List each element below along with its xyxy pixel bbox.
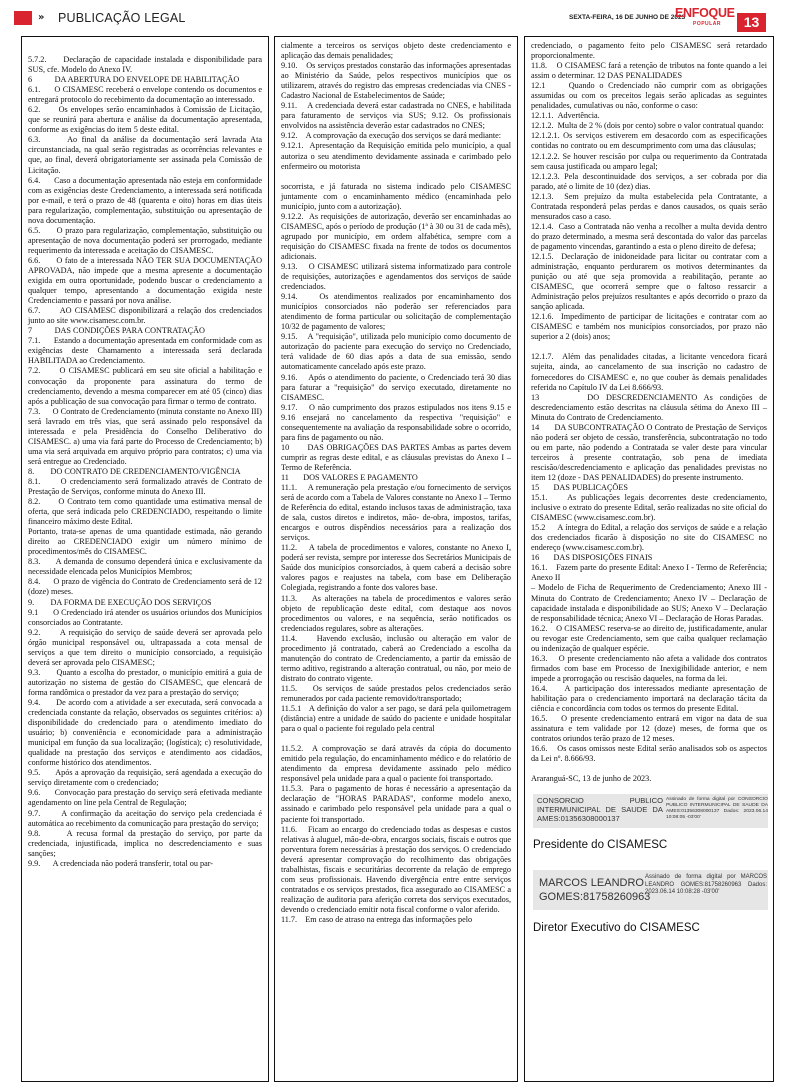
paragraph: 12.1.2.3. Pela descontinuidade dos serviços, a ser cobrada por dia parado, até o limite de 10 (dez) dias. [531, 171, 767, 191]
paragraph: 16.2. O CISAMESC reserva-se ao direito de, justificadamente, anular ou revogar este Credenciamento, sem que caiba qualquer reclamação ou indenização de qualquer espécie. [531, 623, 767, 653]
paragraph: 12.1.4. Caso a Contratada não venha a recolher a multa devida dentro do prazo determinado, a mesma será descontada do valor das parcelas de pagamento vincendas, garantindo a esta o pleno direito de defesa; [531, 221, 767, 251]
paragraph: 8.4. O prazo de vigência do Contrato de Credenciamento será de 12 (doze) meses. [28, 577, 262, 597]
paragraph: Araranguá-SC, 13 de junho de 2023. [531, 774, 652, 784]
paragraph: 9.10. Os serviços prestados constarão das informações apresentadas ao Ministério da Saúde, pelos respectivos municípios que os utilizarem, através do registro das empresas credenciadas via CNES - Cadastro Nacional de Estabelecimentos de Saúde; [281, 61, 511, 101]
paragraph: 16 DAS DISPOSIÇÕES FINAIS [531, 553, 653, 563]
paragraph: – Modelo de Ficha de Requerimento de Credenciamento; Anexo III - Minuta do Contrato de Credenciamento; Anexo IV – Declaração de capacidade instalada e disponibilidade ao SUS; Anexo V – Declaração de responsabilidade técnica; Anexo VI – Declaração de Horas Paradas. [531, 583, 767, 623]
paragraph: 11.3. As alterações na tabela de procedimentos e valores serão objeto de republicação deste edital, com destaque aos novos procedimentos ou valores, e na sequência, serão notificados os credenciados regulares, sobre as alterações. [281, 593, 511, 633]
newspaper-logo [675, 6, 735, 30]
paragraph: 9.12.2. As requisições de autorização, deverão ser encaminhadas ao CISAMESC, após o período de produção (1ª à 30 ou 31 de cada mês), agrupado por município, em ordem alfabética, sempre com a requisição do CISAMESC fixada na frente de todos os documentos adicionais. [281, 211, 511, 261]
section-title: PUBLICAÇÃO LEGAL [58, 11, 186, 25]
paragraph: 9. DA FORMA DE EXECUÇÃO DOS SERVIÇOS [28, 597, 212, 607]
paragraph: 11.5. Os serviços de saúde prestados pelos credenciados serão remunerados por cada paciente removido/transportado; [281, 683, 511, 703]
paragraph: 9.3. Quanto a escolha do prestador, o município emitirá a guia de autorização no sistema de gestão do CISAMESC, que elencará de forma randômica o prestador da vez para a prestação do serviço; [28, 667, 262, 697]
paragraph: 7.3. O Contrato de Credenciamento (minuta constante no Anexo III) será lavrado em três vias, que será assinado pelo responsável da interessada e pela Presidência do Conselho Deliberativo do CISAMESC. a) uma via fará parte do Processo de Credenciamento; b) uma via será arquivada em arquivo próprio para contratos; c) uma via será entregue ao Credenciado. [28, 406, 262, 466]
paragraph: 5.7.2. Declaração de capacidade instalada e disponibilidade para SUS, cfe. Modelo do Anexo IV. [28, 55, 262, 75]
paragraph: 9.9. A credenciada não poderá transferir, total ou par- [28, 858, 214, 868]
paragraph: 11.6. Ficam ao encargo do credenciado todas as despesas e custos relativas à aluguel, mão-de-obra, encargos sociais, fiscais e outros que porventura forem necessárias à prestação dos serviços. O credenciado deverá apresentar comprovação do recolhimento das obrigações trabalhistas, fiscais e securitárias decorrente da relação de emprego com seus profissionais. Havendo divergência entre entre serviços contratados e os serviços prestados, fica assegurado ao CISAMESC a realização de auditoria para aferição correta dos serviços executados, devendo o credenciado emitir nota fiscal conforme o valor aferido. [281, 824, 511, 914]
paragraph: 9.8. A recusa formal da prestação do serviço, por parte da credenciada, injustificada, implica no descredenciamento e suas sanções; [28, 828, 262, 858]
paragraph: 12.1 Quando o Credenciado não cumprir com as obrigações assumidas ou com os preceitos legais serão aplicadas as seguintes penalidades, cumulativas ou não, conforme o caso: [531, 81, 767, 111]
paragraph: 7.2. O CISAMESC publicará em seu site oficial a habilitação e convocação da proponente para assinatura do termo de credenciamento, devendo a mesma comparecer em até 05 (cinco) dias após a publicação de sua convocação para firmar o termo de contrato. [28, 366, 262, 406]
paragraph: 8.1. O credenciamento será formalizado através de Contrato de Prestação de Serviços, conforme minuta do Anexo III. [28, 476, 262, 497]
paragraph: cialmente a terceiros os serviços objeto deste credenciamento e aplicação das demais penalidades; [281, 41, 511, 61]
page-header [0, 0, 794, 34]
paragraph: 12.1.3. Sem prejuízo da multa estabelecida pela Contratante, a Contratada responderá pelas perdas e danos causados, os quais serão mensurados caso a caso. [531, 191, 767, 221]
paragraph: 12.1.2.2. Se houver rescisão por culpa ou requerimento da Contratada sem causa justificada ou amparo legal; [531, 151, 767, 171]
paragraph: 6.5. O prazo para regularização, complementação, substituição ou apresentação de nova documentação poderá ser prorrogado, mediante requerimento da interessada e aceitação do CISAMESC. [28, 225, 262, 255]
paragraph: 13 DO DESCREDENCIAMENTO As condições de descredenciamento estão descritas na cláusula sétima do Anexo III – Minuta do Contrato de Credenciamento. [531, 392, 767, 422]
signature-details-director: Assinado de forma digital por MARCOS LEANDRO GOMES:81758260963 Dados: 2023.06.14 10:08:28 -03'00' [645, 874, 767, 896]
paragraph: 15.2 A íntegra do Edital, a relação dos serviços de saúde e a relação dos credenciados ficarão à disposição no site do CISAMESC no endereço (www.cisamesc.com.br). [531, 523, 767, 553]
paragraph: 9.4. De acordo com a atividade a ser executada, será convocada a credenciada constante da relação, observados os seguintes critérios: a) disponibilidade do credenciado para o atendimento imediato do usuário; b) conveniência e economicidade para a administração municipal em função da sua localização; (logística); c) resolutividade, qualidade na prestação dos serviços e atendimento aos cidadãos, conforme histórico dos atendimentos. [28, 698, 262, 768]
paragraph: 16.5. O presente credenciamento entrará em vigor na data de sua assinatura e tem validade por 12 (doze) meses, de forma que os contratos oriundos terão prazo de 12 meses. [531, 714, 767, 744]
paragraph: 6.6. O fato de a interessada NÃO TER SUA DOCUMENTAÇÃO APROVADA, não impede que a mesma apresente a documentação exigida em outra oportunidade, podendo buscar o credenciamento a qualquer tempo, apresentando a documentação exigida neste Credenciamento e passará por nova análise. [28, 255, 262, 306]
paragraph: 12.1.2.1. Os serviços estiverem em desacordo com as especificações contidas no contrato ou em descumprimento com uma das cláusulas; [531, 131, 767, 151]
signature-details-consortium: Assinado de forma digital por CONSORCIO PUBLICO INTERMUNICIPAL DE SAUDE DA AMES:01356308000137 Dados: 2023.06.14 10:08:05 -03'00' [666, 797, 768, 821]
paragraph: 9.12.1. Apresentação da Requisição emitida pelo município, a qual autoriza o seu atendimento devidamente assinada e carimbado pelo enfermeiro ou motorista [281, 141, 511, 171]
paragraph: 11.5.3. Para o pagamento de horas é necessário a apresentação da declaração de "HORAS PARADAS", conforme modelo anexo, assinado e carimbado pelo responsável pela unidade para a qual o paciente foi transportado. [281, 784, 511, 824]
paragraph: 9.16. Após o atendimento do paciente, o Credenciado terá 30 dias para faturar a "requisição" do serviço executado, diretamente no CISAMESC. [281, 372, 511, 402]
paragraph: 15.1. As publicações legais decorrentes deste credenciamento, inclusive o extrato do presente Edital, serão realizadas no site oficial do CISAMESC (www.cisamesc.com.br). [531, 493, 767, 523]
paragraph: 11.2. A tabela de procedimentos e valores, constante no Anexo I, poderá ser revista, sempre por interesse dos Secretários Municipais de Saúde dos municípios consorciados, à quem caberá a decisão sobre valores pagos e reajustes na tabela, com base em Deliberação Colegiada, registrando a fonte dos valores base. [281, 543, 511, 593]
signature-block [531, 792, 767, 960]
digital-signature-consortium [533, 794, 768, 828]
paragraph: Portanto, trata-se apenas de uma quantidade estimada, não gerando direito ao CREDENCIADO exigir um número mínimo de procedimentos/mês do CISAMESC. [28, 527, 262, 557]
paragraph: 10 DAS OBRIGAÇÕES DAS PARTES Ambas as partes devem cumprir as regras deste edital, e as cláusulas previstas do Anexo I – Termo de Referência. [281, 442, 511, 472]
paragraph: 9.1 O Credenciado irá atender os usuários oriundos dos Municípios consorciados ao Contratante. [28, 607, 262, 627]
paragraph: 15 DAS PUBLICAÇÕES [531, 483, 628, 493]
paragraph: 9.13. O CISAMESC utilizará sistema informatizado para controle de requisições, autorizações e agendamentos dos serviços de saúde credenciados. [281, 261, 511, 292]
paragraph: 12.1.7. Além das penalidades citadas, a licitante vencedora ficará sujeita, ainda, ao cancelamento de sua inscrição no cadastro de fornecedores do CISAMESC e, no que couber às demais penalidades referida no Capítulo IV da Lei 8.666/93. [531, 352, 767, 392]
paragraph: 12.1.2. Multa de 2 % (dois por cento) sobre o valor contratual quando: [531, 121, 764, 131]
paragraph: 9.15. A "requisição", utilizada pelo município como documento de autorização do paciente para execução do serviço no Credenciado, terá validade de 60 dias após a data de sua emissão, sendo automaticamente cancelado após este prazo. [281, 332, 511, 372]
paragraph: 8.3. A demanda de consumo dependerá única e exclusivamente da necessidade elencada pelos Municípios Membros; [28, 557, 262, 577]
logo-main-text: ENFOQUE [675, 6, 735, 20]
paragraph: 8.2. O Contrato tem como quantidade uma estimativa mensal de oferta, que será indicada pelo CREDENCIADO, respeitando o limite financeiro máximo deste Edital. [28, 497, 262, 527]
signer-title-director: Diretor Executivo do CISAMESC [533, 922, 700, 935]
paragraph: 9.17. O não cumprimento dos prazos estipulados nos itens 9.15 e 9.16 ensejará no cancelamento da respectiva "requisição" e consequentemente na avaliação da responsabilidade sobre o ocorrido, para fins de pagamento ou não. [281, 402, 511, 442]
paragraph: 16.6. Os casos omissos neste Edital serão analisados sob os aspectos da Lei nº. 8.666/93. [531, 744, 767, 764]
column-right [524, 36, 774, 1082]
paragraph: 16.1. Fazem parte do presente Edital: Anexo I - Termo de Referência; Anexo II [531, 563, 767, 583]
paragraph: 9.12. A comprovação da execução dos serviços se dará mediante: [281, 131, 502, 141]
paragraph: 6.2. Os envelopes serão encaminhados à Comissão de Licitação, que se reunirá para abertura e análise da documentação apresentada, conforme as exigências do item 5 deste edital. [28, 105, 262, 135]
column-middle [274, 36, 518, 1082]
paragraph: 9.5. Após a aprovação da requisição, será agendada a execução do serviço diretamente com o credenciado; [28, 768, 262, 788]
digital-signature-director [533, 870, 768, 910]
paragraph: 8. DO CONTRATO DE CREDENCIAMENTO/VIGÊNCIA [28, 466, 241, 476]
issue-date: SEXTA-FEIRA, 16 DE JUNHO DE 2023 [569, 14, 686, 21]
paragraph: credenciado, o pagamento feito pelo CISAMESC será retardado proporcionalmente. [531, 41, 767, 61]
paragraph: 12.1.5. Declaração de inidoneidade para licitar ou contratar com a administração, enquanto perdurarem os motivos determinantes da punição ou até que seja promovida a reabilitação, perante ao CISAMESC, que ocorrerá sempre que o faltoso ressarcir a Administração pelos prejuízos resultantes e após decorrido o prazo da sanção aplicada. [531, 251, 767, 312]
section-color-bar [14, 11, 32, 25]
paragraph: 16.4. A participação dos interessados mediante apresentação de habilitação para o credenciamento importará na declaração tácita da ciência e concordância com todos os termos do presente Edital. [531, 683, 767, 714]
paragraph: 9.7. A confirmação da aceitação do serviço pela credenciada é automática ao recebimento da comunicação para prestação do serviço; [28, 808, 262, 828]
paragraph: 6.1. O CISAMESC receberá o envelope contendo os documentos e entregará protocolo do recebimento da documentação ao interessado. [28, 85, 262, 105]
paragraph: 11.8. O CISAMESC fará a retenção de tributos na fonte quando a lei assim o determinar. 12 DAS PENALIDADES [531, 61, 767, 81]
paragraph: 9.6. Convocação para prestação do serviço será efetivada mediante agendamento on line pela Central de Regulação; [28, 788, 262, 808]
signer-name-director: MARCOS LEANDRO GOMES:81758260963 [539, 877, 651, 904]
logo-sub-text: POPULAR [693, 21, 721, 27]
paragraph: 6.4. Caso a documentação apresentada não esteja em conformidade com as exigências deste Credenciamento, a interessada será notificada por e-mail, e terá o prazo de 48 (quarenta e oito) horas em dias úteis para regularização, complementação, substituição ou apresentação de nova documentação. [28, 175, 262, 225]
paragraph: 6.7. AO CISAMESC disponibilizará a relação dos credenciados junto ao site www.cisamesc.com.br. [28, 306, 262, 326]
page-number: 13 [737, 13, 766, 32]
paragraph: 11.5.2. A comprovação se dará através da cópia do documento emitido pela regulação, do encaminhamento médico e do relatório de atendimento da empresa devidamente assinado pelo médico responsável pela unidade para a qual o paciente foi transportado. [281, 744, 511, 784]
paragraph: 11.7. Em caso de atraso na entrega das informações pelo [281, 914, 473, 924]
paragraph: 14 DA SUBCONTRATAÇÃO O Contrato de Prestação de Serviços não poderá ser objeto de cessão, transferência, subcontratação no todo ou em parte, não podendo a Contratada se valer deste para vincular terceiros à presente contratação, sob pena de imediata rescisão/descredenciamento e aplicação das penalidades previstas no item 12 (doze - DAS PENALIDADES) do presente instrumento. [531, 422, 767, 482]
paragraph: 7 DAS CONDIÇÕES PARA CONTRATAÇÃO [28, 326, 205, 336]
double-chevron-icon: » [38, 12, 45, 23]
paragraph: 7.1. Estando a documentação apresentada em conformidade com as exigências deste Chamamento a interessada será declarada HABILITADA ao Credenciamento. [28, 336, 262, 366]
paragraph: 6 DA ABERTURA DO ENVELOPE DE HABILITAÇÃO [28, 75, 240, 85]
paragraph: 11 DOS VALORES E PAGAMENTO [281, 472, 418, 482]
paragraph: socorrista, e já faturada no sistema indicado pelo CISAMESC juntamente com o encaminhamento médico (encaminhada pelo município, junto com a autorização). [281, 181, 511, 211]
column-left [21, 36, 269, 1082]
column-right-text [531, 41, 767, 784]
paragraph: 9.11. A credenciada deverá estar cadastrada no CNES, e habilitada para faturamento de serviços via SUS; 9.12. Os profissionais envolvidos na assistência deverão estar cadastrados no CNES; [281, 101, 511, 131]
paragraph: 12.1.6. Impedimento de participar de licitações e contratar com ao CISAMESC e também nos municípios consorciados, por prazo não superior a 2 (dois) anos; [531, 312, 767, 342]
signer-title-president: Presidente do CISAMESC [533, 839, 668, 852]
paragraph: 11.1. A remuneração pela prestação e/ou fornecimento de serviços será de acordo com a Tabela de Valores constante no Anexo I – Termo de Referência do edital, estando inclusos taxas de administração, taxa de sala, custos diretos e indiretos, mão- de-obra, impostos, tarifas, encargos e outros dispêndios necessários para a realização dos serviços. [281, 483, 511, 543]
paragraph: 12.1.1. Advertência. [531, 111, 600, 121]
paragraph: 11.4. Havendo exclusão, inclusão ou alteração em valor de procedimento já contratado, caberá ao Credenciado a escolha da manutenção do contrato de Credenciamento, a partir da emissão de termo aditivo, registrando a alteração contratual, ou não, por meio de distrato do contrato vigente. [281, 633, 511, 683]
signer-name-consortium: CONSORCIO PUBLICO INTERMUNICIPAL DE SAUDE DA AMES:01356308000137 [537, 796, 663, 823]
paragraph: 9.2. A requisição do serviço de saúde deverá ser aprovada pelo órgão municipal responsável ou, ultrapassada a cota mensal de serviços a que tem direito o município consorciado, a requisição deverá ser aprovada pelo CISAMESC; [28, 627, 262, 667]
paragraph: 6.3. Ao final da análise da documentação será lavrada Ata circunstanciada, na qual serão registradas as ocorrências relevantes e que, ao final, deverá obrigatoriamente ser assinada pela Comissão de Licitação. [28, 135, 262, 175]
paragraph: 16.3. O presente credenciamento não afeta a validade dos contratos firmados com base em Processo de Inexigibilidade anterior, e nem impede a prorrogação ou rescisão daqueles, na forma da lei. [531, 653, 767, 683]
paragraph: 9.14. Os atendimentos realizados por encaminhamento dos municípios consorciados não poderão ser referenciados para atendimento de forma particular ou solicitação de complementação 10/32 de pagamento de valores; [281, 292, 511, 332]
paragraph: 11.5.1 A definição do valor a ser pago, se dará pela quilometragem (distância) entre a unidade de saúdo do paciente e unidade hospitalar para o qual o paciente foi regulado pela central [281, 704, 511, 734]
